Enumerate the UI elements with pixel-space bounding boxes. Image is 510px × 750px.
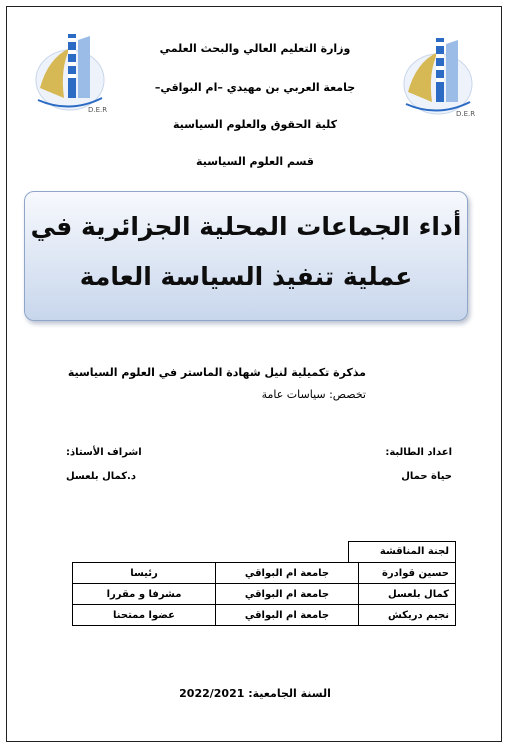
member-name: كمال بلعسل bbox=[359, 584, 456, 605]
member-role: مشرفا و مقررا bbox=[73, 584, 216, 605]
university-name: جامعة العربي بن مهيدي –ام البواقي– bbox=[154, 81, 356, 94]
academic-year bbox=[0, 687, 510, 700]
table-row bbox=[73, 584, 456, 605]
department-name: قسم العلوم السياسية bbox=[196, 155, 314, 168]
thesis-title-line-1: أداء الجماعات المحلية الجزائرية في bbox=[30, 212, 462, 241]
memo-description: مذكرة تكميلية لنيل شهادة الماستر في العلوم السياسية bbox=[67, 366, 366, 379]
committee-table bbox=[72, 562, 456, 626]
title-box bbox=[24, 191, 468, 321]
academic-year-value: 2022/2021 bbox=[179, 687, 245, 700]
table-row bbox=[73, 605, 456, 626]
logo-caption: D.E.R bbox=[456, 110, 476, 118]
member-university: جامعة ام البواقي bbox=[216, 563, 359, 584]
faculty-name: كلية الحقوق والعلوم السياسية bbox=[172, 118, 338, 131]
table-row bbox=[73, 563, 456, 584]
academic-year-label: السنة الجامعية: bbox=[248, 687, 331, 700]
member-university: جامعة ام البواقي bbox=[216, 584, 359, 605]
thesis-title-line-2: عملية تنفيذ السياسة العامة bbox=[79, 262, 413, 291]
student-name: حياة حمال bbox=[401, 471, 452, 482]
member-name: حسين قوادرة bbox=[359, 563, 456, 584]
supervisor-label: اشراف الأستاذ: bbox=[66, 447, 142, 458]
member-name: نجيم دريكش bbox=[359, 605, 456, 626]
member-role: رئيسا bbox=[73, 563, 216, 584]
member-role: عضوا ممتحنا bbox=[73, 605, 216, 626]
logo-caption: D.E.R bbox=[88, 106, 108, 114]
ministry-name: وزارة التعليم العالي والبحث العلمي bbox=[159, 42, 351, 55]
member-university: جامعة ام البواقي bbox=[216, 605, 359, 626]
supervisor-name: د.كمال بلعسل bbox=[66, 471, 136, 482]
specialty: تخصص: سياسات عامة bbox=[261, 388, 366, 401]
committee-heading: لجنة المناقشة bbox=[348, 541, 456, 562]
student-label: اعداد الطالبة: bbox=[385, 447, 452, 458]
